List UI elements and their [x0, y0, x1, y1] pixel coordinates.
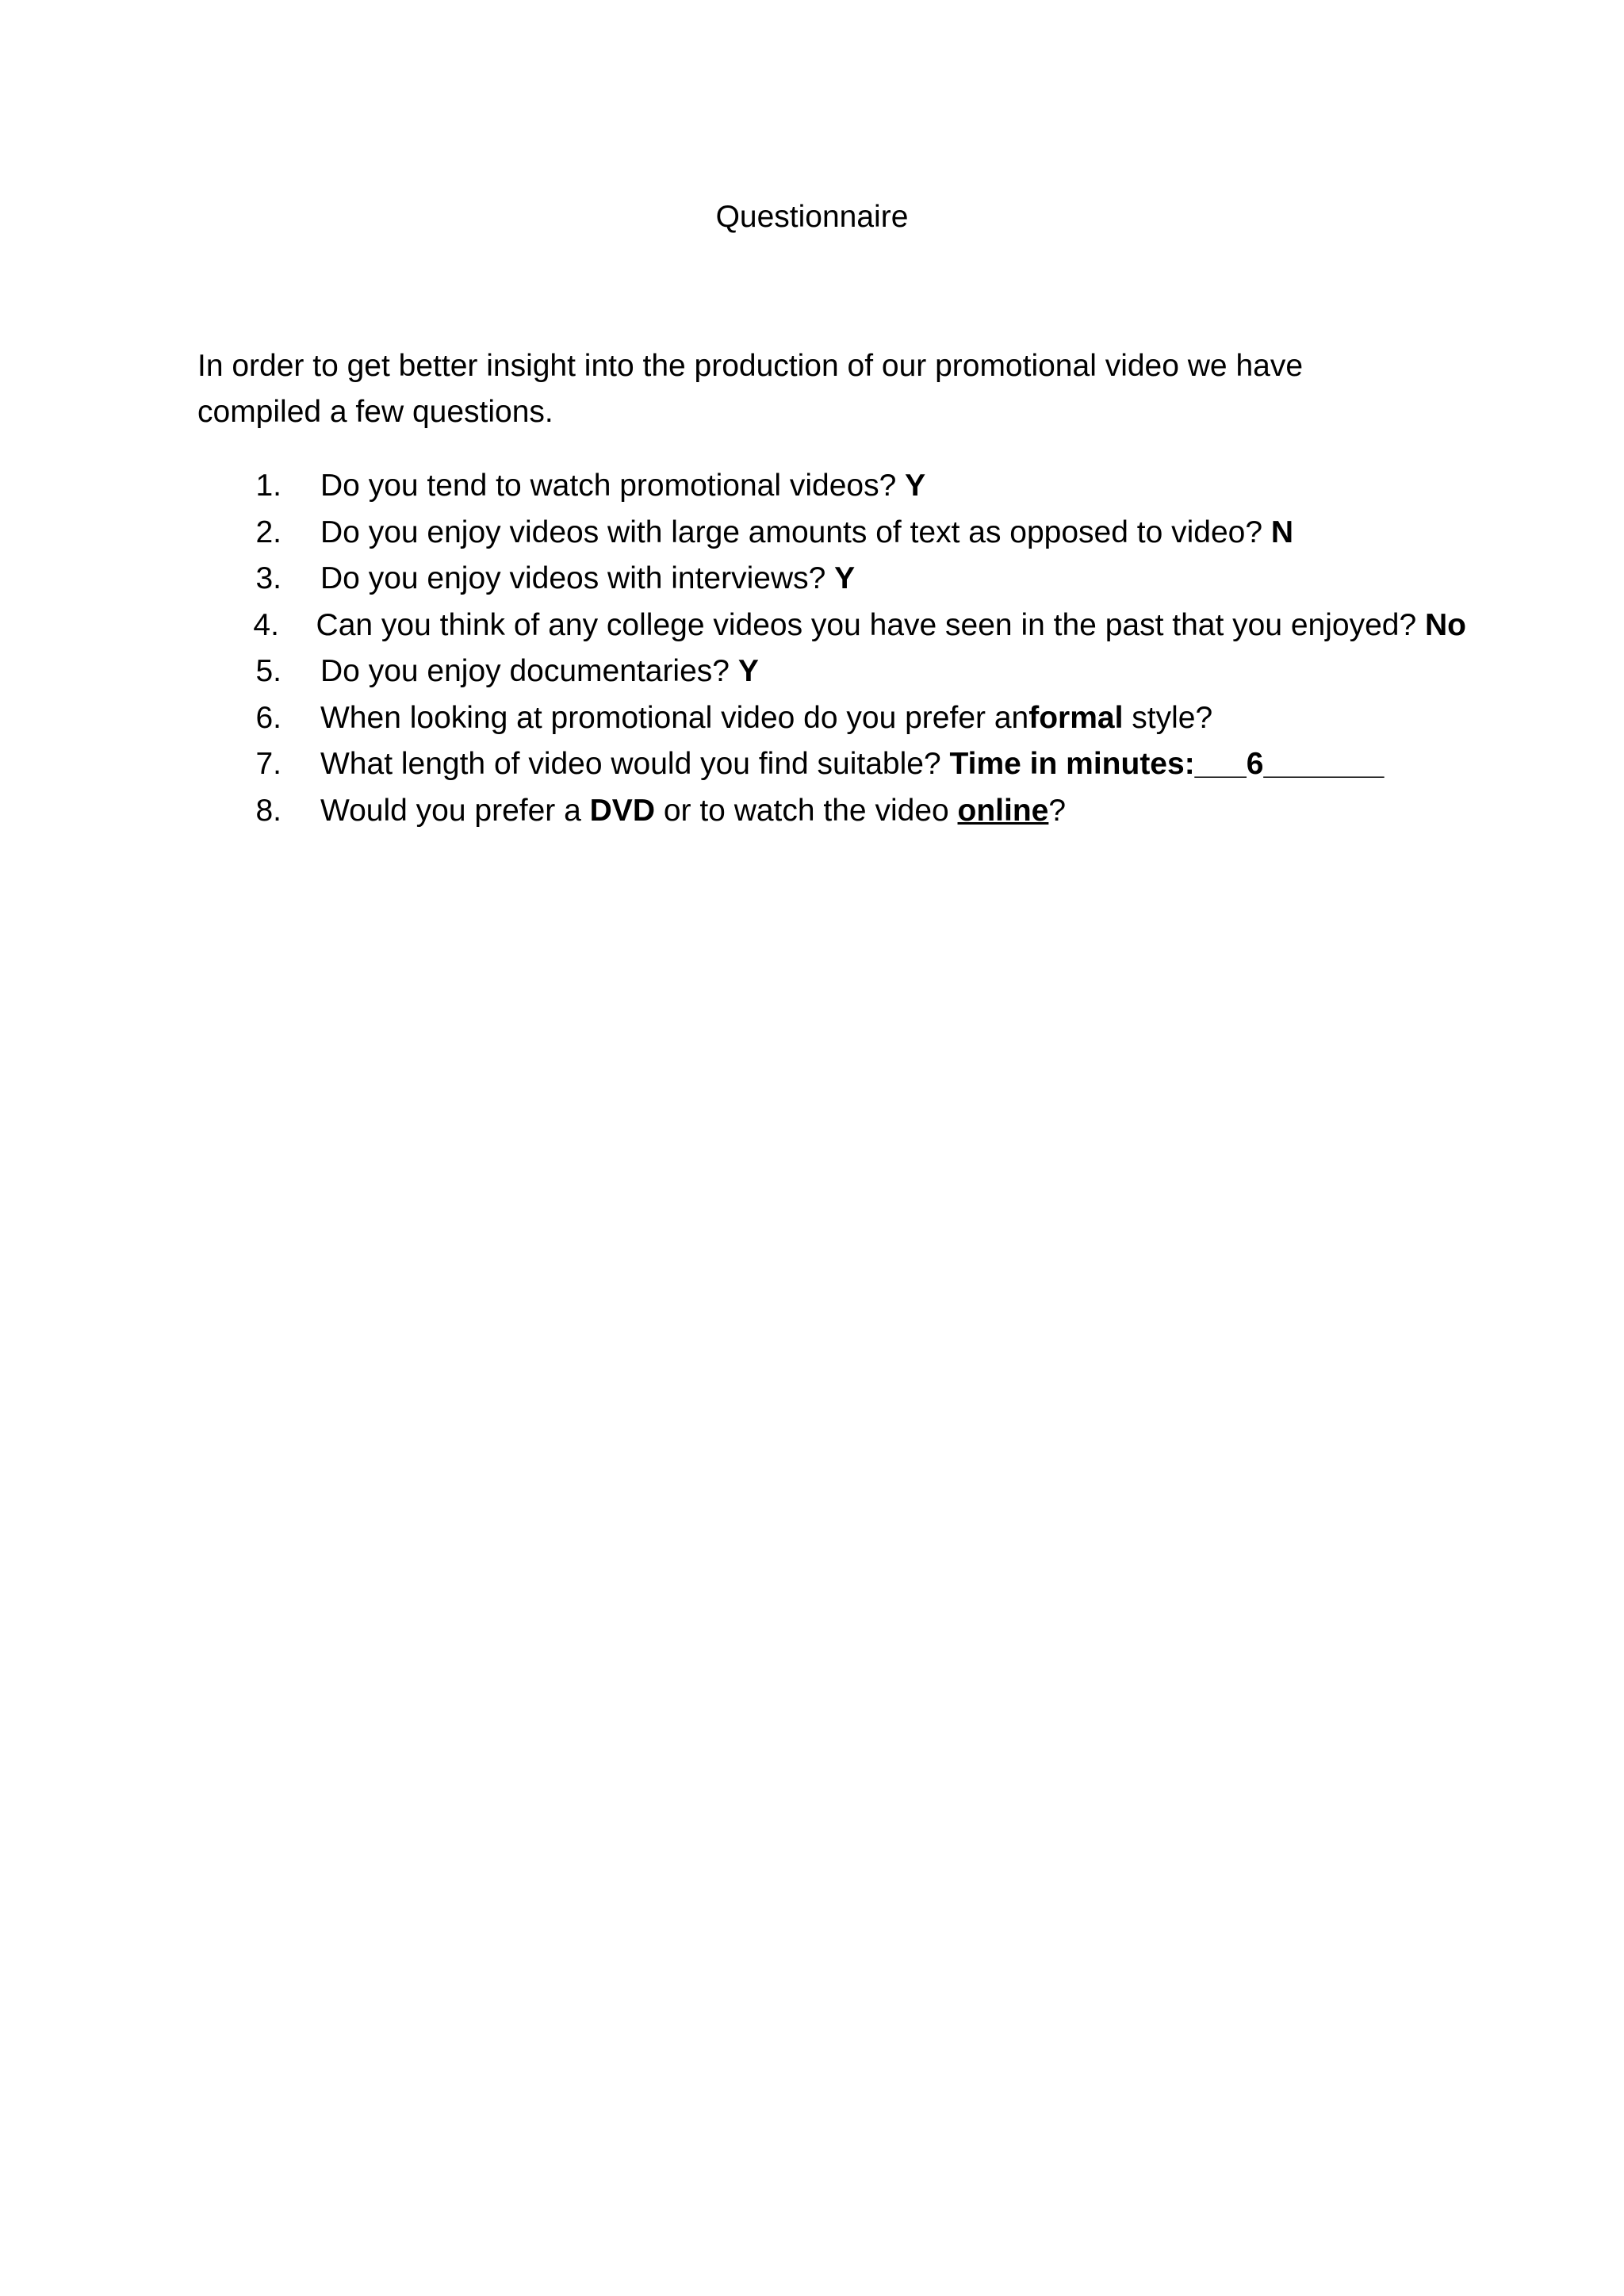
question-answer: Y [834, 561, 856, 595]
question-answer: No [1425, 607, 1466, 642]
question-item [197, 603, 1466, 649]
question-item [197, 510, 1466, 557]
document-title: Questionnaire [715, 200, 909, 234]
intro-paragraph: In order to get better insight into the production of our promotional video we have compiled a few questions. [197, 349, 1304, 429]
question-list [197, 463, 1466, 834]
question-text: Would you prefer a DVD or to watch the video online? [320, 793, 1067, 828]
option-online-selected: online [957, 793, 1049, 828]
question-text: Do you enjoy documentaries? Y [320, 654, 759, 688]
question-number: 1. [255, 469, 282, 503]
question-answer: Y [905, 469, 926, 503]
question-text: Do you enjoy videos with large amounts of text as opposed to video? N [320, 515, 1294, 549]
question-item [197, 463, 1466, 510]
question-number: 8. [255, 793, 282, 828]
question-item [197, 649, 1466, 695]
question-item [197, 788, 1466, 835]
question-text: Can you think of any college videos you have seen in the past that you enjoyed? No [316, 607, 1466, 642]
question-item [197, 741, 1466, 788]
question-number: 6. [255, 700, 282, 735]
question-answer: N [1270, 515, 1294, 549]
question-number: 3. [255, 561, 282, 595]
question-text: When looking at promotional video do you prefer anformal style? [320, 700, 1213, 735]
question-answer: Time in minutes:___6_______ [949, 747, 1385, 781]
question-text: What length of video would you find suitable? Time in minutes:___6_______ [320, 747, 1385, 781]
question-text: Do you tend to watch promotional videos? Y [320, 469, 926, 503]
question-answer: formal [1028, 700, 1124, 735]
question-number: 5. [255, 654, 282, 688]
question-item [197, 556, 1466, 603]
question-number: 7. [255, 747, 282, 781]
question-number: 4. [253, 607, 279, 642]
question-answer: Y [737, 654, 759, 688]
question-text: Do you enjoy videos with interviews? Y [320, 561, 856, 595]
question-number: 2. [255, 515, 282, 549]
question-item [197, 695, 1466, 742]
option-dvd: DVD [589, 793, 655, 828]
